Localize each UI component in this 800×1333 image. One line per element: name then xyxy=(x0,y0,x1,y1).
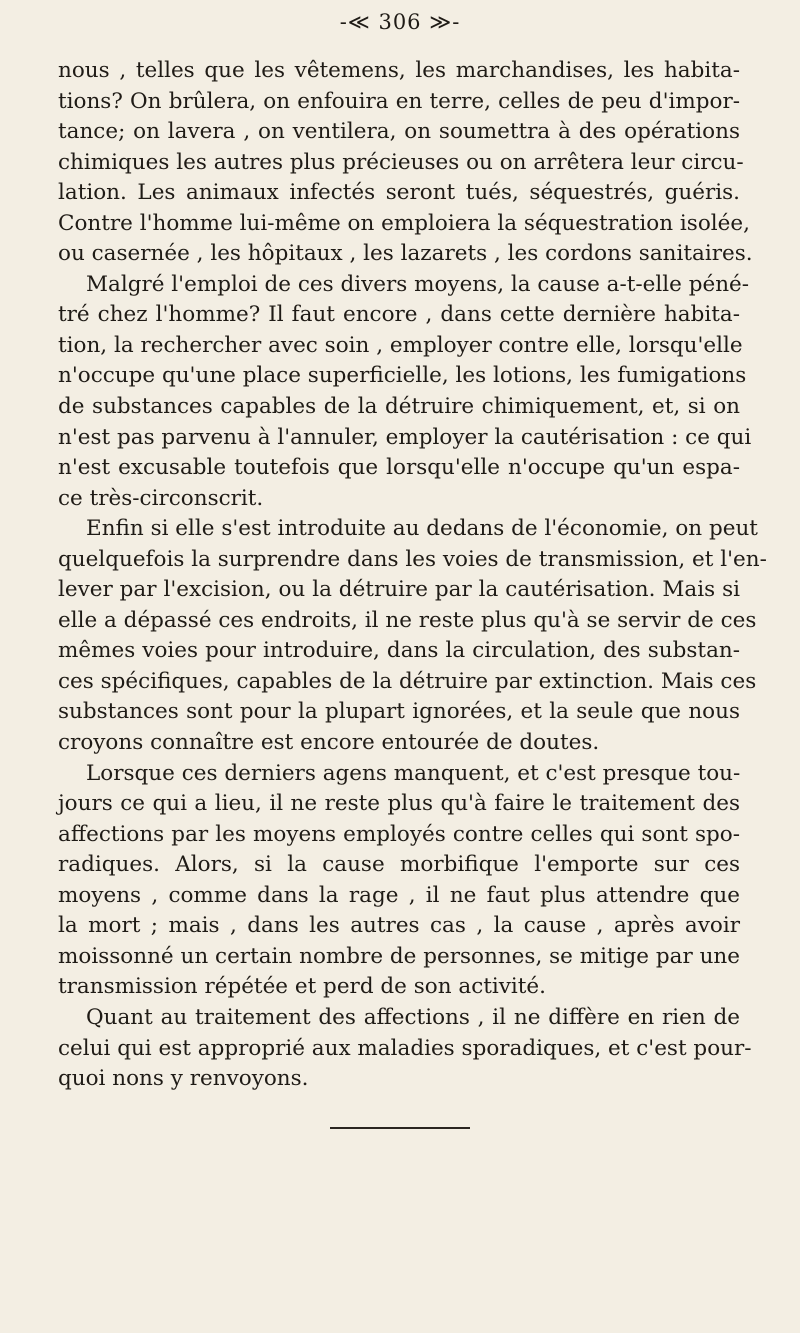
page-number-header: -≪ 306 ≫- xyxy=(339,10,461,34)
text-line: tré chez l'homme? Il faut encore , dans cette dernière habita- xyxy=(58,302,740,328)
paragraph xyxy=(58,759,740,1003)
text-line: mêmes voies pour introduire, dans la circulation, des substan- xyxy=(58,638,740,664)
text-line: transmission répétée et perd de son activité. xyxy=(58,974,546,1000)
text-line: croyons connaître est encore entourée de doutes. xyxy=(58,730,600,756)
text-line: jours ce qui a lieu, il ne reste plus qu'à faire le traitement des xyxy=(58,791,740,817)
text-line: Lorsque ces derniers agens manquent, et c'est presque tou- xyxy=(86,760,741,786)
text-line: n'est excusable toutefois que lorsqu'elle n'occupe qu'un espa- xyxy=(58,455,740,481)
text-line: Contre l'homme lui-même on emploiera la séquestration isolée, xyxy=(58,210,750,236)
end-rule xyxy=(330,1127,470,1129)
text-line: elle a dépassé ces endroits, il ne reste plus qu'à se servir de ces xyxy=(58,607,757,633)
text-line: celui qui est approprié aux maladies sporadiques, et c'est pour- xyxy=(58,1035,752,1061)
text-line: moissonné un certain nombre de personnes, se mitige par une xyxy=(58,943,740,969)
text-line: quelquefois la surprendre dans les voies de transmission, et l'en- xyxy=(58,546,767,572)
text-line: moyens , comme dans la rage , il ne faut plus attendre que xyxy=(58,882,740,908)
body-text xyxy=(58,56,767,1095)
text-line: affections par les moyens employés contre celles qui sont spo- xyxy=(58,821,740,847)
paragraph xyxy=(58,270,752,514)
text-line: substances sont pour la plupart ignorées, et la seule que nous xyxy=(58,699,740,725)
paragraph xyxy=(58,56,753,270)
text-line: ces spécifiques, capables de la détruire par extinction. Mais ces xyxy=(58,668,757,694)
paragraph xyxy=(58,1003,752,1095)
text-line: chimiques les autres plus précieuses ou on arrêtera leur circu- xyxy=(58,149,744,175)
text-line: nous , telles que les vêtemens, les marchandises, les habita- xyxy=(58,58,740,83)
text-line: Quant au traitement des affections , il ne diffère en rien de xyxy=(86,1004,740,1030)
text-line: Enfin si elle s'est introduite au dedans de l'économie, on peut xyxy=(86,516,758,542)
text-line: quoi nons y renvoyons. xyxy=(58,1066,309,1092)
text-line: tion, la rechercher avec soin , employer contre elle, lorsqu'elle xyxy=(58,332,743,358)
text-line: lation. Les animaux infectés seront tués, séquestrés, guéris. xyxy=(58,180,740,206)
text-line: ou casernée , les hôpitaux , les lazarets , les cordons sanitaires. xyxy=(58,241,753,267)
text-line: de substances capables de la détruire chimiquement, et, si on xyxy=(58,394,740,420)
text-line: tance; on lavera , on ventilera, on soumettra à des opérations xyxy=(58,119,740,145)
text-line: la mort ; mais , dans les autres cas , la cause , après avoir xyxy=(58,913,740,939)
text-line: lever par l'excision, ou la détruire par la cautérisation. Mais si xyxy=(58,577,740,603)
text-line: Malgré l'emploi de ces divers moyens, la cause a-t-elle péné- xyxy=(86,271,750,297)
text-line: radiques. Alors, si la cause morbifique l'emporte sur ces xyxy=(58,852,740,878)
text-line: tions? On brûlera, on enfouira en terre, celles de peu d'impor- xyxy=(58,88,740,114)
paragraph xyxy=(58,514,767,758)
text-line: n'est pas parvenu à l'annuler, employer la cautérisation : ce qui xyxy=(58,424,752,450)
text-line: n'occupe qu'une place superficielle, les lotions, les fumigations xyxy=(58,363,747,389)
text-line: ce très-circonscrit. xyxy=(58,485,264,511)
